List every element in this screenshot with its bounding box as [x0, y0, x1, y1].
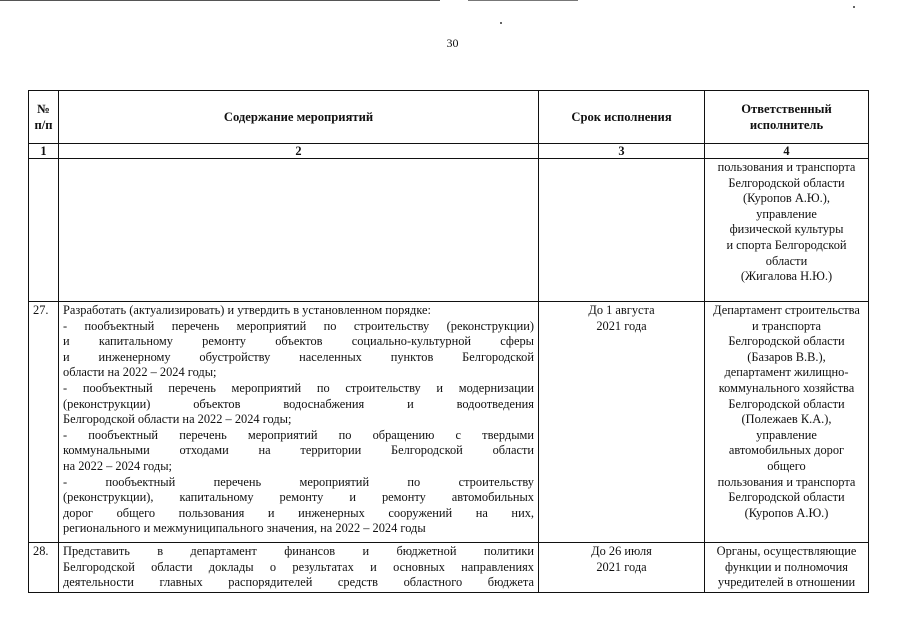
row-deadline — [539, 159, 705, 302]
responsible-line: Белгородской области — [728, 396, 845, 411]
table-row — [29, 302, 869, 543]
content-line: деятельности главных распорядителей средств областного бюджета — [63, 575, 534, 590]
responsible-line: (Куропов А.Ю.), — [743, 191, 830, 206]
column-number-row — [29, 144, 869, 159]
scan-speck — [853, 6, 855, 8]
responsible-line: управление — [756, 427, 817, 442]
responsible-line: (Базаров В.В.), — [747, 349, 826, 364]
column-number: 4 — [705, 144, 869, 159]
row-number — [29, 159, 59, 302]
content-line: - пообъектный перечень мероприятий по строительству (реконструкции) — [63, 318, 534, 333]
content-line: и капитальному ремонту объектов социально-культурной сферы — [63, 334, 534, 349]
content-line: регионального и межмуниципального значения, на 2022 – 2024 годы — [63, 521, 426, 536]
content-line: - пообъектный перечень мероприятий по строительству — [63, 474, 534, 489]
responsible-line: Органы, осуществляющие — [716, 544, 857, 558]
content-line: и инженерному обустройству населенных пунктов Белгородской — [63, 349, 534, 364]
responsible-line: департамент жилищно- — [724, 365, 849, 380]
responsible-line: Белгородской области — [728, 334, 845, 349]
responsible-line: (Полежаев К.А.), — [741, 412, 832, 427]
content-line: Белгородской области на 2022 – 2024 годы; — [63, 412, 292, 427]
responsible-line: управление — [756, 206, 817, 221]
table-row — [29, 543, 869, 593]
row-content — [59, 302, 539, 543]
scan-edge-line — [0, 0, 440, 1]
page-number: 30 — [446, 36, 459, 50]
row-content — [59, 159, 539, 302]
responsible-line: физической культуры — [729, 222, 844, 237]
responsible-line: коммунального хозяйства — [718, 380, 855, 395]
responsible-line: (Куропов А.Ю.) — [744, 505, 829, 520]
content-line: на 2022 – 2024 годы; — [63, 458, 172, 473]
row-number: 28. — [29, 543, 59, 593]
table-row — [29, 159, 869, 302]
column-number: 2 — [59, 144, 539, 159]
content-line: Белгородской области доклады о результатах и основных направлениях — [63, 559, 534, 574]
responsible-line: пользования и транспорта — [717, 474, 856, 489]
measures-table — [28, 90, 869, 593]
row-number: 27. — [29, 302, 59, 543]
responsible-line: Белгородской области — [728, 175, 845, 190]
content-line: Представить в департамент финансов и бюджетной политики — [63, 544, 534, 558]
responsible-line: пользования и транспорта — [717, 160, 856, 174]
content-line: Разработать (актуализировать) и утвердить в установленном порядке: — [63, 303, 431, 317]
content-line: (реконструкции) объектов водоснабжения и водоотведения — [63, 396, 534, 411]
responsible-line: (Жигалова Н.Ю.) — [740, 269, 833, 284]
header-num: № п/п — [29, 91, 59, 144]
content-line: - пообъектный перечень мероприятий по строительству и модернизации — [63, 380, 534, 395]
deadline-line: До 1 августа — [588, 303, 655, 317]
row-responsible — [705, 159, 869, 302]
responsible-line: и спорта Белгородской — [726, 237, 847, 252]
column-number: 3 — [539, 144, 705, 159]
scan-edge-line — [468, 0, 578, 1]
responsible-line: автомобильных дорог общего — [728, 443, 845, 473]
content-line: области на 2022 – 2024 годы; — [63, 365, 217, 380]
scan-speck — [500, 22, 502, 24]
row-deadline — [539, 302, 705, 543]
responsible-line: учредителей в отношении — [717, 575, 856, 590]
responsible-line: Департамент строительства — [713, 303, 860, 317]
responsible-line: и транспорта — [751, 318, 822, 333]
content-line: коммунальными отходами на территории Белгородской области — [63, 443, 534, 458]
content-line: (реконструкции), капитальному ремонту и ремонту автомобильных — [63, 490, 534, 505]
header-content: Содержание мероприятий — [59, 91, 539, 144]
header-responsible: Ответственный исполнитель — [705, 91, 869, 144]
row-content — [59, 543, 539, 593]
deadline-line: До 26 июля — [591, 544, 652, 558]
row-responsible — [705, 543, 869, 593]
responsible-line: области — [765, 253, 808, 268]
responsible-line: Белгородской области — [728, 490, 845, 505]
content-line: - пообъектный перечень мероприятий по обращению с твердыми — [63, 427, 534, 442]
row-deadline — [539, 543, 705, 593]
row-responsible — [705, 302, 869, 543]
deadline-line: 2021 года — [596, 318, 647, 333]
header-deadline: Срок исполнения — [539, 91, 705, 144]
responsible-line: функции и полномочия — [725, 559, 848, 574]
content-line: дорог общего пользования и инженерных сооружений на них, — [63, 505, 534, 520]
deadline-line: 2021 года — [596, 559, 647, 574]
column-number: 1 — [29, 144, 59, 159]
table-header-row — [29, 91, 869, 144]
